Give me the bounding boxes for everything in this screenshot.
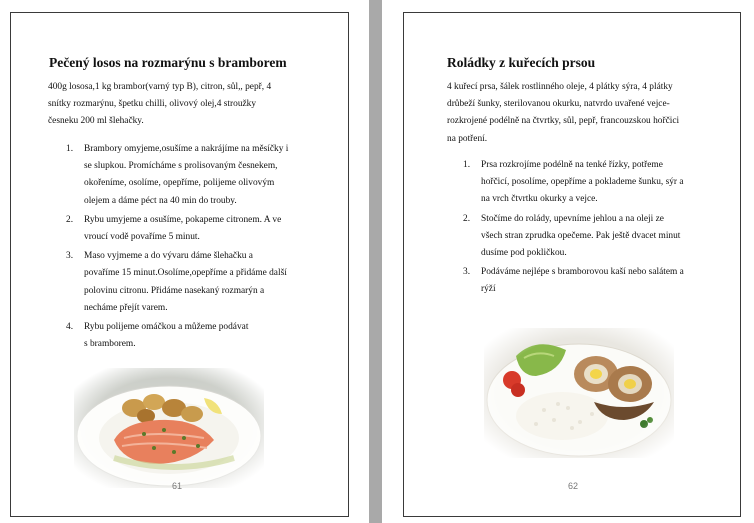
- ingredients-chicken: [447, 79, 717, 148]
- step-line: s bramborem.: [84, 339, 136, 350]
- step-line: Prsa rozkrojíme podélně na tenké řízky, potřeme: [481, 160, 663, 170]
- step-line: všech stran zprudka opečeme. Pak ještě dvacet minut: [481, 230, 681, 241]
- pane-divider[interactable]: [369, 0, 382, 523]
- step-item: [463, 157, 723, 209]
- step-line: Maso vyjmeme a do vývaru dáme šlehačku a: [84, 251, 253, 262]
- step-number: 2.: [66, 214, 74, 225]
- chicken-roulade-photo[interactable]: [484, 328, 674, 458]
- step-item: [66, 248, 318, 317]
- step-line: hořčicí, posolíme, opepříme a poklademe šunku, sýr a: [481, 177, 684, 188]
- page-number: 61: [172, 481, 183, 491]
- step-line: okořeníme, osolíme, opepříme, polijeme olivovým: [84, 178, 275, 189]
- page-number: 62: [568, 481, 579, 491]
- ingredients-line: drůbeží šunky, sterilovanou okurku, natvrdo uvařené vejce-: [447, 99, 670, 110]
- step-item: [66, 141, 318, 210]
- step-line: na vrch čtvrtku okurky a vejce.: [481, 194, 598, 205]
- steps-salmon: [66, 141, 318, 355]
- step-line: povaříme 15 minut.Osolíme,opepříme a přidáme další: [84, 268, 287, 279]
- step-item: [463, 211, 723, 263]
- step-number: 1.: [66, 144, 74, 154]
- step-line: Stočíme do rolády, upevníme jehlou a na oleji ze: [481, 213, 664, 224]
- recipe-title-chicken: Roládky z kuřecích prsou: [447, 55, 596, 70]
- step-number: 1.: [463, 160, 471, 170]
- step-line: Podáváme nejlépe s bramborovou kaší nebo salátem a: [481, 267, 684, 278]
- steps-chicken: [463, 157, 723, 301]
- step-line: Rybu umyjeme a osušíme, pokapeme citronem. A ve: [84, 214, 282, 225]
- step-line: necháme přejít varem.: [84, 302, 168, 313]
- step-line: Brambory omyjeme,osušíme a nakrájíme na měsíčky i: [84, 144, 289, 154]
- step-line: se slupkou. Promícháme s prolisovaným česnekem,: [84, 161, 278, 172]
- step-line: rýží: [481, 284, 496, 295]
- ingredients-line: na potření.: [447, 133, 488, 144]
- ingredients-line: snítky rozmarýnu, špetku chilli, olivový olej,4 stroužky: [48, 99, 257, 110]
- step-number: 4.: [66, 322, 74, 333]
- step-number: 2.: [463, 213, 471, 224]
- ingredients-line: 400g lososa,1 kg brambor(varný typ B), citron, sůl,, pepř, 4: [48, 82, 272, 92]
- step-line: olejem a dáme péct na 40 min do trouby.: [84, 195, 237, 206]
- ingredients-salmon: [48, 79, 318, 131]
- ingredients-line: rozkrojené podélně na čtvrtky, sůl, pepř, francouzskou hořčici: [447, 116, 680, 127]
- ingredients-line: česneku 200 ml šlehačky.: [48, 116, 144, 127]
- step-item: [66, 319, 318, 353]
- step-item: [66, 212, 318, 246]
- ingredients-line: 4 kuřecí prsa, šálek rostlinného oleje, 4 plátky sýra, 4 plátky: [447, 82, 673, 92]
- step-number: 3.: [66, 251, 74, 262]
- step-line: vroucí vodě povaříme 5 minut.: [84, 232, 200, 243]
- step-item: [463, 264, 723, 298]
- recipe-title-salmon: Pečený losos na rozmarýnu s bramborem: [49, 55, 287, 70]
- step-number: 3.: [463, 267, 471, 278]
- step-line: polovinu citronu. Přidáme nasekaný rozmarýn a: [84, 285, 265, 296]
- salmon-dish-photo[interactable]: [74, 368, 264, 488]
- step-line: Rybu polijeme omáčkou a můžeme podávat: [84, 322, 249, 333]
- step-line: dusíme pod pokličkou.: [481, 248, 567, 259]
